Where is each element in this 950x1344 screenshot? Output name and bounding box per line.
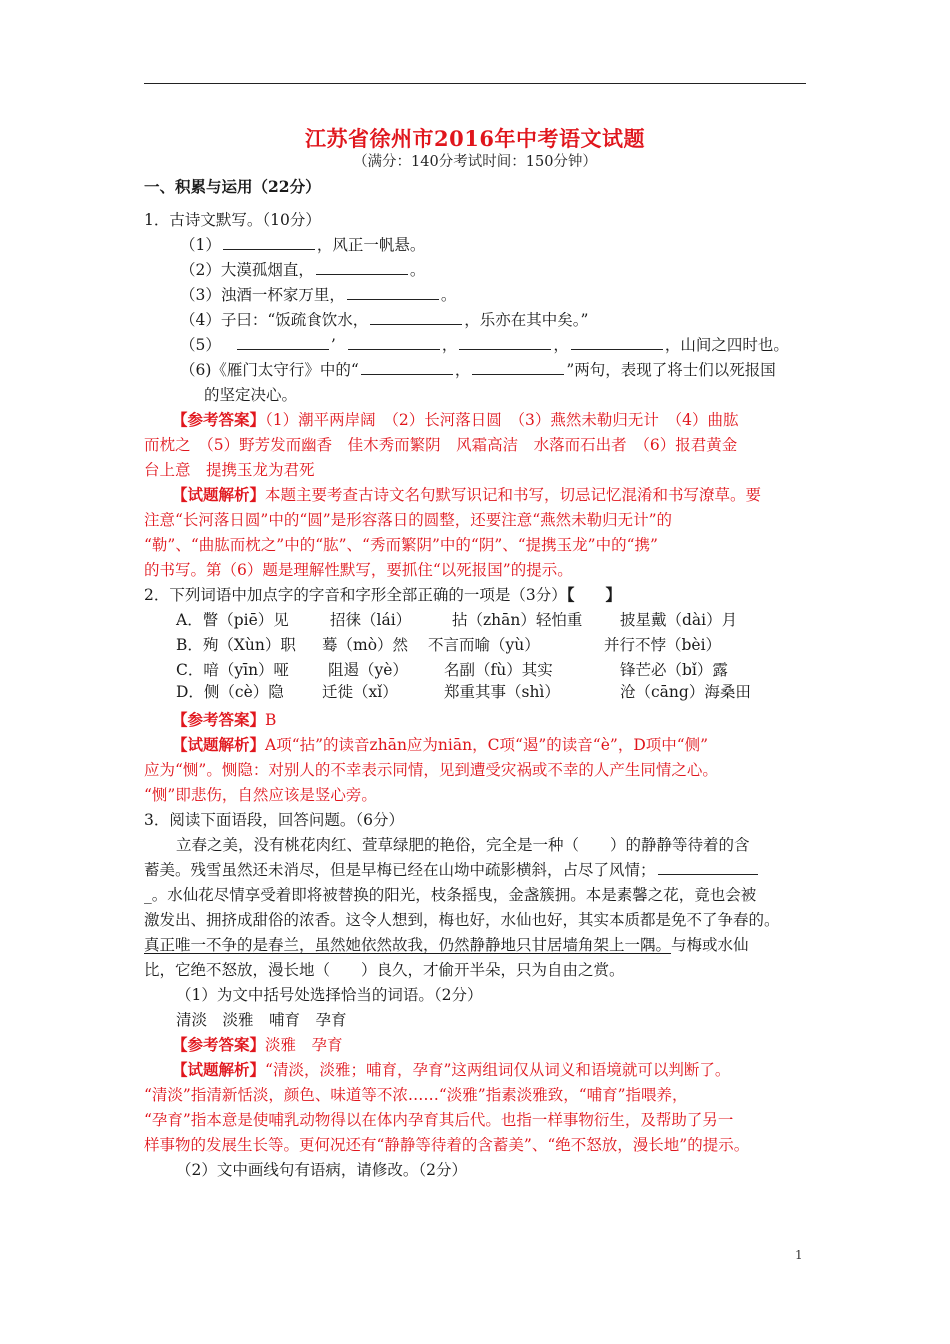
- q3-paragraph-line: 比，它绝不怒放，漫长地（ ）良久，才偷开半朵，只为自由之赏。: [144, 961, 625, 979]
- page-subtitle: （满分：140分考试时间：150分钟）: [353, 154, 597, 170]
- q2-analysis-line: 应为“恻”。恻隐：对别人的不幸表示同情，见到遭受灾祸或不幸的人产生同情之心。: [144, 761, 718, 779]
- q3-choices: 清淡 淡雅 哺育 孕育: [176, 1011, 347, 1029]
- q3-analysis-line: 样事物的发展生长等。更何况还有“静静等待着的含蓄美”、“绝不怒放，漫长地”的提示。: [144, 1136, 750, 1154]
- q1-analysis-line: 注意“长河落日圆”中的“圆”是形容落日的圆整，还要注意“燕然未勒归无计”的: [144, 511, 673, 529]
- header-rule: [144, 83, 806, 84]
- section-heading: 一、积累与运用（22分）: [144, 177, 321, 196]
- q3-analysis-line: “清淡”指清新恬淡，颜色、味道等不浓……“淡雅”指素淡雅致，“哺育”指喂养，: [144, 1086, 688, 1104]
- q3-paragraph-line: 蓄美。残雪虽然还未消尽，但是早梅已经在山坳中疏影横斜，占尽了风情；: [144, 860, 760, 880]
- underlined-sentence: 真正唯一不争的是春兰，虽然她依然故我，仍然静静地只甘居墙角架上一隅。: [144, 936, 672, 954]
- q3-analysis-line: “孕育”指本意是使哺乳动物得以在体内孕育其后代。也指一样事物衍生，及帮助了另一: [144, 1111, 734, 1129]
- q1-item-2: （2）大漠孤烟直， 。: [180, 261, 426, 279]
- q1-answer-line: 【参考答案】（1）潮平两岸阔 （2）长河落日圆 （3）燕然未勒归无计 （4）曲肱: [172, 410, 739, 429]
- q1-item-1: （1） ，风正一帆悬。: [180, 236, 426, 254]
- q1-item-4: （4）子曰：“饭疏食饮水， ，乐亦在其中矣。”: [180, 311, 589, 329]
- answer-label: 【参考答案】: [172, 410, 266, 429]
- q1-item-6-cont: 的坚定决心。: [204, 386, 298, 404]
- page-title: 江苏省徐州市2016年中考语文试题: [305, 126, 645, 151]
- page-number: 1: [795, 1248, 803, 1262]
- q1-item-5: （5） ’ ， ， ，山间之四时也。: [180, 336, 789, 354]
- q3-answer-line: 【参考答案】淡雅 孕育: [172, 1035, 343, 1054]
- q3-paragraph-line: 激发出、拥挤成甜俗的浓香。这令人想到，梅也好，水仙也好，其实本质都是免不了争春的。: [144, 911, 780, 929]
- analysis-label: 【试题解析】: [172, 1060, 266, 1079]
- answer-label: 【参考答案】: [172, 710, 266, 729]
- q1-stem: 1．古诗文默写。（10分）: [144, 211, 321, 229]
- q3-sub2: （2）文中画线句有语病，请修改。（2分）: [176, 1161, 467, 1179]
- q3-paragraph-line: 立春之美，没有桃花肉红、萱草绿肥的艳俗，完全是一种（ ）的静静等待着的含: [176, 836, 750, 854]
- q2-analysis-line: “恻”即悲伤，自然应该是竖心旁。: [144, 786, 377, 804]
- q2-stem: 2．下列词语中加点字的字音和字形全部正确的一项是（3分）【 】: [144, 585, 621, 604]
- q3-analysis-line: 【试题解析】“清淡，淡雅；哺育，孕育”这两组词仅从词义和语境就可以判断了。: [172, 1060, 731, 1079]
- q1-analysis-line: 【试题解析】本题主要考查古诗文名句默写识记和书写，切忌记忆混淆和书写潦草。要: [172, 485, 762, 504]
- q1-item-3: （3）浊酒一杯家万里， 。: [180, 286, 457, 304]
- q1-analysis-line: 的书写。第（6）题是理解性默写，要抓住“以死报国”的提示。: [144, 561, 573, 579]
- q1-answer-line: 而枕之 （5）野芳发而幽香 佳木秀而繁阴 风霜高洁 水落而石出者 （6）报君黄金: [144, 436, 738, 454]
- q2-answer-line: 【参考答案】B: [172, 710, 277, 729]
- q1-answer-line: 台上意 提携玉龙为君死: [144, 461, 315, 479]
- q2-analysis-line: 【试题解析】A项“拈”的读音zhān应为niān，C项“遏”的读音“è”，D项中“侧”: [172, 735, 709, 754]
- q1-item-6: （6)《雁门太守行》中的“ ， ”两句，表现了将士们以死报国: [180, 361, 776, 379]
- document-page: 江苏省徐州市2016年中考语文试题 （满分：140分考试时间：150分钟） 一、积累与运用（22分） 1．古诗文默写。（10分） （1） ，风正一帆悬。 （2）大漠孤烟直， 。 （3）浊酒一杯家万里， 。 （4）子曰：“饭疏食饮水， ，乐亦在其中矣。” （5） ’ ， ， ，山间之四时也。 （6)《雁门太守行》中的“ ， ”两句，表现了将士们以死报国 的坚定决心。 【参考答案】（1）潮平两岸阔 （2）长河落日圆 （3）燕然未勒归无计 （4）曲肱 而枕之 （5）野芳发而幽香 佳木秀而繁阴 风霜高洁 水落而石出者 （6）报君黄金 台上意 提携玉龙为君死 【试题解析】本题主要考查古诗文名句默写识记和书写，切忌记忆混淆和书写潦草。要 注意“长河落日圆”中的“圆”是形容落日的圆整，还要注意“燕然未勒归无计”的 “勒”、“曲肱而枕之”中的“肱”、“秀而繁阴”中的“阴”、“提携玉龙”中的“携” 的书写。第（6）题是理解性默写，要抓住“以死报国”的提示。 2．下列词语中加点字的字音和字形全部正确的一项是（3分）【 】 A．瞥（piē）见 招徕（lái） 拈（zhān）轻怕重 披星戴（dài）月 B．殉（Xùn）职 蓦（mò）然 不言而喻（yù） 并行不悖（bèi） C．喑（yīn）哑 阻遏（yè） 名副（fù）其实 锋芒必（bǐ）露 D．侧（cè）隐 迁徙（xǐ） 郑重其事（shì） 沧（cāng）海桑田 【参考答案】B 【试题解析】A项“拈”的读音zhān应为niān，C项“遏”的读音“è”，D项中“侧” 应为“恻”。恻隐：对别人的不幸表示同情，见到遭受灾祸或不幸的人产生同情之心。 “恻”即悲伤，自然应该是竖心旁。 3．阅读下面语段，回答问题。（6分） 立春之美，没有桃花肉红、萱草绿肥的艳俗，完全是一种（ ）的静静等待着的含 蓄美。残雪虽然还未消尽，但是早梅已经在山坳中疏影横斜，占尽了风情； _。水仙花尽情享受着即将被替换的阳光，枝条摇曳，金盏簇拥。本是素馨之花，竟也会被 激发出、拥挤成甜俗的浓香。这令人想到，梅也好，水仙也好，其实本质都是免不了争春的。 真正唯一不争的是春兰，虽然她依然故我，仍然静静地只甘居墙角架上一隅。与梅或水仙 比，它绝不怒放，漫长地（ ）良久，才偷开半朵，只为自由之赏。 （1）为文中括号处选择恰当的词语。（2分） 清淡 淡雅 哺育 孕育 【参考答案】淡雅 孕育 【试题解析】“清淡，淡雅；哺育，孕育”这两组词仅从词义和语境就可以判断了。 “清淡”指清新恬淡，颜色、味道等不浓……“淡雅”指素淡雅致，“哺育”指喂养， “孕育”指本意是使哺乳动物得以在体内孕育其后代。也指一样事物衍生，及帮助了另一 样事物的发展生长等。更何况还有“静静等待着的含蓄美”、“绝不怒放，漫长地”的提示。 （2）文中画线句有语病，请修改。（2分） 1: [0, 0, 950, 1344]
- q3-paragraph-line: _。水仙花尽情享受着即将被替换的阳光，枝条摇曳，金盏簇拥。本是素馨之花，竟也会被: [144, 886, 757, 904]
- q3-stem: 3．阅读下面语段，回答问题。（6分）: [144, 811, 404, 829]
- q1-analysis-line: “勒”、“曲肱而枕之”中的“肱”、“秀而繁阴”中的“阴”、“提携玉龙”中的“携”: [144, 536, 658, 554]
- analysis-label: 【试题解析】: [172, 735, 266, 754]
- q3-sub1: （1）为文中括号处选择恰当的词语。（2分）: [176, 986, 483, 1004]
- analysis-label: 【试题解析】: [172, 485, 266, 504]
- q3-paragraph-line: 真正唯一不争的是春兰，虽然她依然故我，仍然静静地只甘居墙角架上一隅。与梅或水仙: [144, 936, 749, 954]
- answer-label: 【参考答案】: [172, 1035, 266, 1054]
